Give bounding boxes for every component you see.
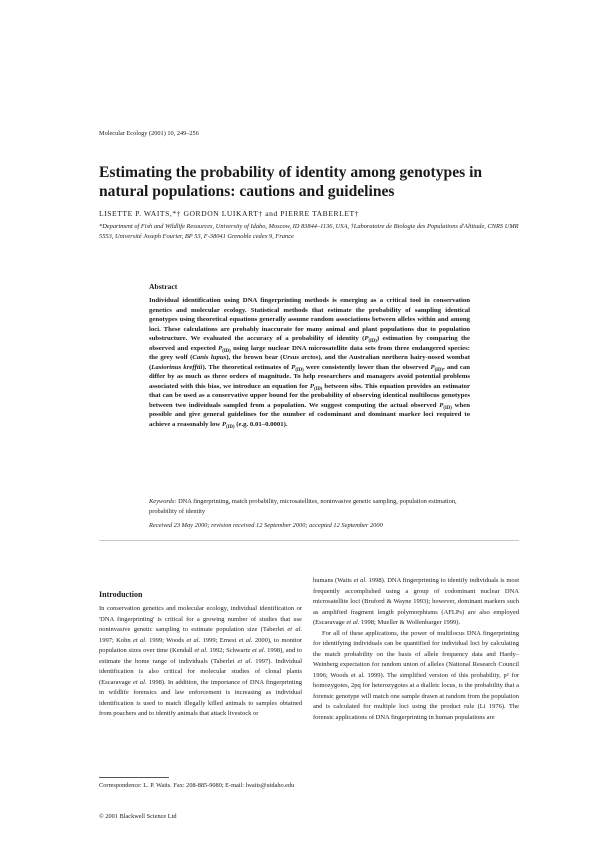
copyright-notice: © 2001 Blackwell Science Ltd	[99, 813, 177, 820]
abstract-text: were consistently lower than the observed	[303, 363, 431, 371]
abstract-text: when possible and give general guidelines for the number of codominant and dominant marker loci required to achieve a reasonably low	[149, 401, 470, 428]
abstract-text: ) estimation by comparing the observed and expected	[149, 335, 470, 352]
pid-symbol: P	[430, 363, 435, 371]
abstract-text: (e.g. 0.01–0.0001).	[234, 420, 288, 428]
pid-symbol: P	[222, 420, 227, 428]
abstract-text: ). The theoretical estimates of	[202, 363, 292, 371]
author-list: LISETTE P. WAITS,*† GORDON LUIKART† and PIERRE TABERLET†	[99, 209, 359, 218]
pid-subscript: (ID)	[226, 424, 235, 430]
abstract-heading: Abstract	[149, 282, 178, 291]
keywords-label: Keywords:	[149, 498, 177, 505]
author-affiliations: *Department of Fish and Wildlife Resources, University of Idaho, Moscow, ID 83844–1136, USA, †Laboratoire de Biologie des Populations d'Altitude, CNRS UMR 5553, Université Joseph Fourier, BP 53, F-38041 Grenoble cedex 9, France	[99, 223, 519, 240]
received-dates: Received 23 May 2000; revision received 12 September 2000; accepted 12 September 2000	[149, 522, 383, 529]
pid-subscript: (ID)	[295, 367, 304, 373]
pid-subscript: (ID)	[313, 386, 323, 392]
keywords	[149, 497, 470, 517]
footnote-rule	[99, 777, 169, 778]
species-name: Canis lupus	[192, 354, 227, 361]
pid-symbol: P	[439, 401, 444, 409]
pid-symbol: P	[291, 363, 296, 371]
pid-subscript: (ID)	[443, 405, 452, 411]
pid-symbol: P	[309, 382, 314, 390]
abstract-text: ), the brown bear (	[226, 354, 283, 361]
abstract-text: using large nuclear DNA microsatellite data sets from three endangered species: the grey wolf (	[149, 344, 470, 361]
abstract-text: , and can differ by as much as three orders of magnitude. To help researchers and managers avoid potential problems associated with this bias, we introduce an equation for	[149, 363, 470, 390]
journal-citation: Molecular Ecology (2001) 10, 249–256	[99, 130, 199, 137]
species-name: Ursus arctos	[282, 354, 319, 361]
correspondence-note: Correspondence: L. P. Waits. Fax: 208-885-9080; E-mail: lwaits@uidaho.edu	[99, 782, 295, 789]
introduction-paragraph: In conservation genetics and molecular ecology, individual identification or 'DNA fingerprinting' is critical for a growing number of studies that use noninvasive genetic sampling to estimate population size (Taberlet et al. 1997; Kohn et al. 1999; Woods et al. 1999; Ernest et al. 2000), to monitor population sizes over time (Kendall et al. 1992; Schwartz et al. 1998), and to estimate the home range of individuals (Taberlet et al. 1997). Individual identification is also critical for molecular studies of clonal plants (Escaravage et al. 1998). In addition, the importance of DNA fingerprinting in wildlife forensics and law enforcement is increasing as individual identification is used to match illegally killed animals to samples obtained from poachers and to identify animals that attack livestock or	[99, 605, 303, 717]
pid-subscript: (ID)	[368, 339, 377, 344]
body-paragraph: humans (Waits et al. 1998). DNA fingerprinting to identify individuals is most frequently accomplished using a group of codominant nuclear DNA microsatellite loci (Bruford & Wayne 1993); however, dominant markers such as amplified fragment length polymorphisms (AFLPs) are also employed (Escaravage et al. 1998; Mueller & Wolfenbarger 1999).	[313, 577, 520, 626]
abstract-text: ), and the Australian northern hairy-nosed wombat (	[149, 354, 470, 371]
paper-title: Estimating the probability of identity among genotypes in natural populations: cautions and guidelines	[99, 164, 483, 200]
pid-symbol: P	[364, 335, 369, 342]
introduction-heading: Introduction	[99, 590, 143, 599]
abstract-text: Individual identification using DNA fingerprinting methods is emerging as a critical tool in conservation genetics and molecular ecology. Statistical methods that estimate the probability of sampling identical genotypes using theoretical equations generally assume random associations between alleles within and among loci. These calculations are probably inaccurate for many animal and plant populations due to population substructure. We evaluated the accuracy of a probability of identity (	[149, 297, 470, 342]
pid-symbol: P	[218, 344, 223, 352]
section-divider	[99, 540, 519, 541]
pid-subscript: (ID)	[434, 367, 443, 373]
body-paragraph: For all of these applications, the power of multilocus DNA fingerprinting for identifying individuals can be quantified for individual loci by calculating the match probability on the basis of allele frequency data and Hardy–Weinberg expectation for random union of alleles (National Research Council 1996; Woods et al. 1999). The simplified version of this probability, p² for homozygotes, 2pq for heterozygotes at a dialleic locus, is the probability that a forensic genotype will match one sample drawn at random from the population and is calculated for multiple loci using the product rule (Li 1976). The forensic applications of DNA fingerprinting in human populations are	[313, 629, 519, 721]
abstract-text: between sibs. This equation provides an estimator that can be used as a conservative upper bound for the probability of observing identical multilocus genotypes between two individuals sampled from a population. We suggest computing the actual observed	[149, 382, 470, 409]
right-column	[313, 576, 519, 723]
species-name: Lasiorinus krefftii	[151, 363, 203, 371]
pid-subscript: (ID)	[222, 348, 231, 354]
keywords-text: DNA fingerprinting, match probability, microsatellites, noninvasive genetic sampling, population estimation, probability of identity	[149, 498, 457, 515]
left-column	[99, 590, 302, 720]
abstract-body	[149, 296, 470, 429]
